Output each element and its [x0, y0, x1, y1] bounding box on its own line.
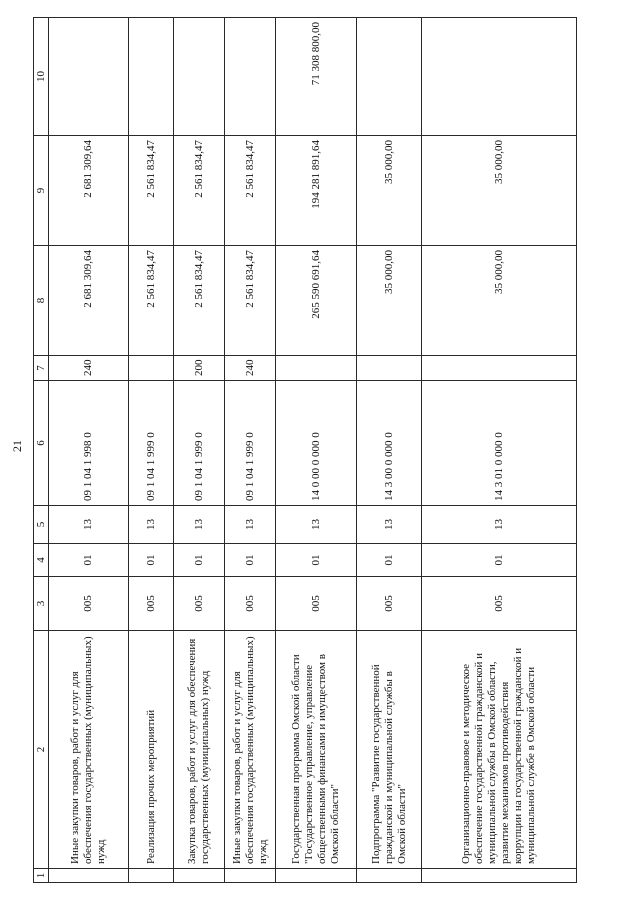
ministry-code-cell: 005 [129, 577, 174, 631]
column-header: 8 [34, 246, 49, 356]
target-article-cell: 09 1 04 1 999 0 [225, 381, 276, 506]
table-row [422, 18, 577, 883]
target-article-cell: 14 3 00 0 000 0 [357, 381, 422, 506]
ministry-code-cell: 005 [174, 577, 225, 631]
amount-cell: 2 561 834,47 [174, 136, 225, 246]
expense-type-cell [422, 356, 577, 381]
section-code-cell: 01 [174, 544, 225, 577]
index-cell [49, 869, 129, 883]
expense-type-cell: 240 [225, 356, 276, 381]
table-row [129, 18, 174, 883]
subsection-code-cell: 13 [225, 506, 276, 544]
subsection-code-cell: 13 [174, 506, 225, 544]
target-article-cell: 14 0 00 0 000 0 [276, 381, 357, 506]
target-article-cell: 09 1 04 1 999 0 [174, 381, 225, 506]
ministry-code-cell: 005 [49, 577, 129, 631]
amount-total-cell: 2 561 834,47 [174, 246, 225, 356]
amount-cell: 2 681 309,64 [49, 136, 129, 246]
target-article-cell: 14 3 01 0 000 0 [422, 381, 577, 506]
index-cell [276, 869, 357, 883]
amount-total-cell: 265 590 691,64 [276, 246, 357, 356]
table-row [276, 18, 357, 883]
index-cell [357, 869, 422, 883]
expense-type-cell [276, 356, 357, 381]
ministry-code-cell: 005 [225, 577, 276, 631]
amount-cell [174, 18, 225, 136]
amount-cell [422, 18, 577, 136]
description-cell: Закупка товаров, работ и услуг для обеспечения государственных (муниципальных) нужд [174, 631, 225, 869]
column-header: 3 [34, 577, 49, 631]
subsection-code-cell: 13 [422, 506, 577, 544]
ministry-code-cell: 005 [422, 577, 577, 631]
amount-total-cell: 2 681 309,64 [49, 246, 129, 356]
description-cell: Подпрограмма "Развитие государственной гражданской и муниципальной службы в Омской области" [357, 631, 422, 869]
index-cell [225, 869, 276, 883]
column-header: 9 [34, 136, 49, 246]
table-row [174, 18, 225, 883]
subsection-code-cell: 13 [49, 506, 129, 544]
amount-cell: 71 308 800,00 [276, 18, 357, 136]
index-cell [129, 869, 174, 883]
table-row [225, 18, 276, 883]
section-code-cell: 01 [422, 544, 577, 577]
section-code-cell: 01 [129, 544, 174, 577]
column-header: 4 [34, 544, 49, 577]
amount-cell: 194 281 891,64 [276, 136, 357, 246]
amount-cell [129, 18, 174, 136]
target-article-cell: 09 1 04 1 999 0 [129, 381, 174, 506]
amount-cell: 35 000,00 [357, 136, 422, 246]
amount-total-cell: 35 000,00 [357, 246, 422, 356]
expense-type-cell [129, 356, 174, 381]
column-header: 6 [34, 381, 49, 506]
description-cell: Иные закупки товаров, работ и услуг для обеспечения государственных (муниципальных) нужд [49, 631, 129, 869]
amount-cell: 2 561 834,47 [129, 136, 174, 246]
amount-cell [49, 18, 129, 136]
subsection-code-cell: 13 [276, 506, 357, 544]
subsection-code-cell: 13 [129, 506, 174, 544]
column-number-row [34, 18, 49, 883]
table-row [49, 18, 129, 883]
section-code-cell: 01 [276, 544, 357, 577]
column-header: 5 [34, 506, 49, 544]
description-cell: Государственная программа Омской области "Государственное управление, управление общественными финансами и имуществом в Омской области" [276, 631, 357, 869]
column-header: 10 [34, 18, 49, 136]
rotated-table-wrapper [33, 18, 631, 883]
amount-cell [357, 18, 422, 136]
column-header: 7 [34, 356, 49, 381]
amount-cell [225, 18, 276, 136]
amount-total-cell: 2 561 834,47 [225, 246, 276, 356]
ministry-code-cell: 005 [276, 577, 357, 631]
index-cell [174, 869, 225, 883]
description-cell: Реализация прочих мероприятий [129, 631, 174, 869]
amount-cell: 35 000,00 [422, 136, 577, 246]
subsection-code-cell: 13 [357, 506, 422, 544]
amount-total-cell: 2 561 834,47 [129, 246, 174, 356]
amount-cell: 2 561 834,47 [225, 136, 276, 246]
expense-type-cell: 200 [174, 356, 225, 381]
index-cell [422, 869, 577, 883]
table-row [357, 18, 422, 883]
page-number: 21 [10, 440, 24, 452]
target-article-cell: 09 1 04 1 998 0 [49, 381, 129, 506]
amount-total-cell: 35 000,00 [422, 246, 577, 356]
budget-table [33, 17, 577, 883]
expense-type-cell [357, 356, 422, 381]
section-code-cell: 01 [357, 544, 422, 577]
column-header: 1 [34, 869, 49, 883]
description-cell: Иные закупки товаров, работ и услуг для обеспечения государственных (муниципальных) нужд [225, 631, 276, 869]
section-code-cell: 01 [49, 544, 129, 577]
section-code-cell: 01 [225, 544, 276, 577]
description-cell: Организационно-правовое и методическое обеспечение государственной гражданской и муниципальной службы в Омской области, развитие механизмов противодействия коррупции на государственной гражданской и муниципальной службе в Омской области [422, 631, 577, 869]
ministry-code-cell: 005 [357, 577, 422, 631]
expense-type-cell: 240 [49, 356, 129, 381]
column-header: 2 [34, 631, 49, 869]
